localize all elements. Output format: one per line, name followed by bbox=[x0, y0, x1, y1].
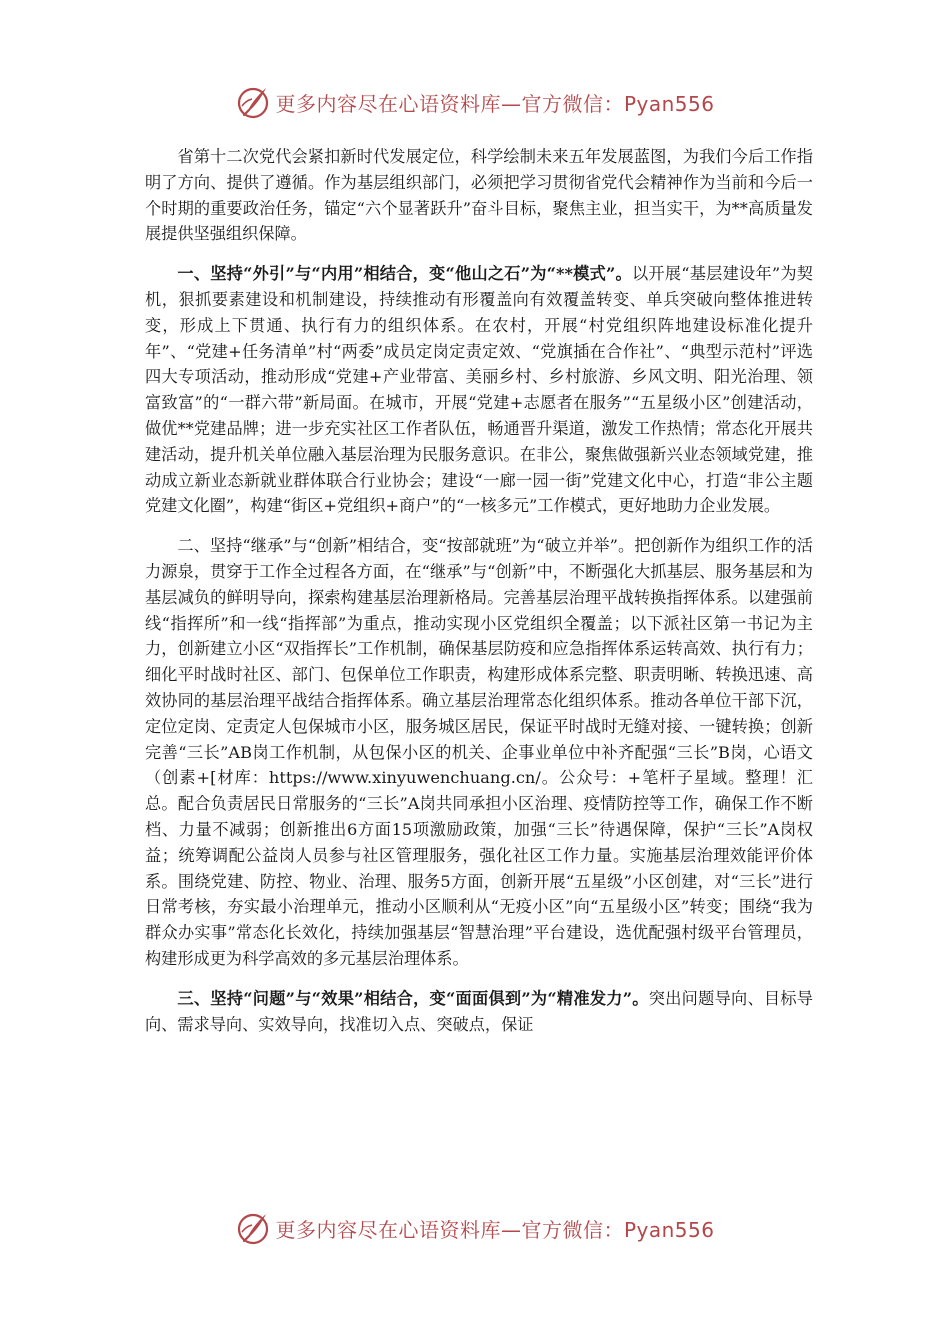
paragraph-section-2 bbox=[145, 533, 813, 972]
footer-banner bbox=[0, 1208, 950, 1248]
document-body bbox=[145, 144, 813, 1051]
banner-text: 更多内容尽在心语资料库—官方微信：Pyan556 bbox=[275, 1217, 715, 1242]
quill-pen-icon bbox=[235, 1210, 271, 1246]
header-banner bbox=[0, 82, 950, 122]
quill-pen-icon bbox=[235, 84, 271, 120]
paragraph-lead: 三、坚持“问题”与“效果”相结合，变“面面俱到”为“精准发力”。 bbox=[177, 988, 649, 1008]
paragraph-text: 以开展“基层建设年”为契机，狠抓要素建设和机制建设，持续推动有形覆盖向有效覆盖转变、单兵突破向整体推进转变，形成上下贯通、执行有力的组织体系。在农村，开展“村党组织阵地建设标准化提升年”、“党建+任务清单”村“两委”成员定岗定责定效、“党旗插在合作社”、“典型示范村”评选四大专项活动，推动形成“党建+产业带富、美丽乡村、乡村旅游、乡风文明、阳光治理、领富致富”的“一群六带”新局面。在城市，开展“党建+志愿者在服务”“五星级小区”创建活动，做优**党建品牌；进一步充实社区工作者队伍，畅通晋升渠道，激发工作热情；常态化开展共建活动，提升机关单位融入基层治理为民服务意识。在非公，聚焦做强新兴业态领域党建，推动成立新业态新就业群体联合行业协会；建设“一廊一园一街”党建文化中心，打造“非公主题党建文化圈”，构建“街区+党组织+商户”的“一核多元”工作模式，更好地助力企业发展。 bbox=[145, 264, 813, 516]
banner-text: 更多内容尽在心语资料库—官方微信：Pyan556 bbox=[275, 91, 715, 116]
paragraph-section-1 bbox=[145, 261, 813, 519]
paragraph-intro bbox=[145, 144, 813, 247]
paragraph-text: 二、坚持“继承”与“创新”相结合，变“按部就班”为“破立并举”。把创新作为组织工作的活力源泉，贯穿于工作全过程各方面，在“继承”与“创新”中，不断强化大抓基层、服务基层和为基层减负的鲜明导向，探索构建基层治理新格局。完善基层治理平战转换指挥体系。以建强前线“指挥所”和一线“指挥部”为重点，推动实现小区党组织全覆盖；以下派社区第一书记为主力，创新建立小区“双指挥长”工作机制，确保基层防疫和应急指挥体系运转高效、执行有力；细化平时战时社区、部门、包保单位工作职责，构建形成体系完整、职责明晰、转换迅速、高效协同的基层治理平战结合指挥体系。确立基层治理常态化组织体系。推动各单位干部下沉，定位定岗、定责定人包保城市小区，服务城区居民，保证平时战时无缝对接、一键转换；创新完善“三长”AB岗工作机制，从包保小区的机关、企事业单位中补齐配强“三长”B岗，心语文（创素+[材库：https://www.xinyuwenchuang.cn/。公众号：+笔杆子星域。整理！汇总。配合负责居民日常服务的“三长”A岗共同承担小区治理、疫情防控等工作，确保工作不断档、力量不减弱；创新推出6方面15项激励政策，加强“三长”待遇保障，保护“三长”A岗权益；统筹调配公益岗人员参与社区管理服务，强化社区工作力量。实施基层治理效能评价体系。围绕党建、防控、物业、治理、服务5方面，创新开展“五星级”小区创建，对“三长”进行日常考核，夯实最小治理单元，推动小区顺利从“无疫小区”向“五星级小区”转变；围绕“我为群众办实事”常态化长效化，持续加强基层“智慧治理”平台建设，选优配强村级平台管理员，构建形成更为科学高效的多元基层治理体系。 bbox=[145, 536, 813, 968]
paragraph-text: 突出问题导向、目标导向、需求导向、实效导向，找准切入点、突破点，保证 bbox=[145, 988, 813, 1034]
paragraph-section-3 bbox=[145, 986, 813, 1038]
paragraph-text: 省第十二次党代会紧扣新时代发展定位，科学绘制未来五年发展蓝图，为我们今后工作指明了方向、提供了遵循。作为基层组织部门，必须把学习贯彻省党代会精神作为当前和今后一个时期的重要政治任务，锚定“六个显著跃升”奋斗目标，聚焦主业，担当实干，为**高质量发展提供坚强组织保障。 bbox=[145, 147, 813, 244]
paragraph-lead: 一、坚持“外引”与“内用”相结合，变“他山之石”为“**模式”。 bbox=[177, 264, 632, 284]
